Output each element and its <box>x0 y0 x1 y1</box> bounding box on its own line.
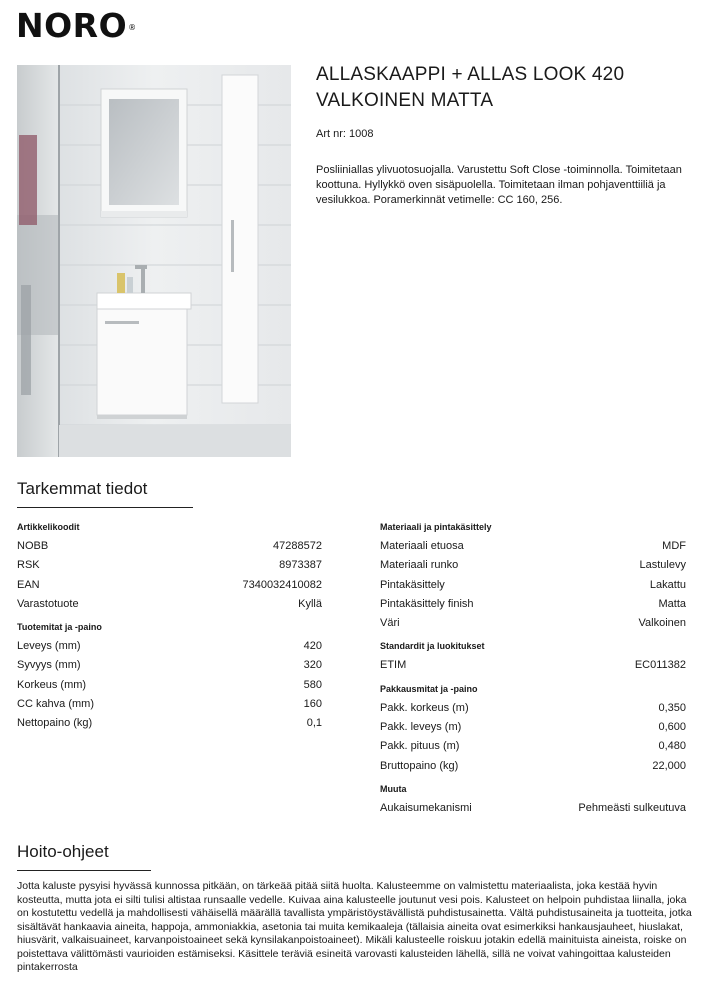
care-heading-underline <box>17 870 151 871</box>
spec-label: Väri <box>380 617 400 630</box>
spec-value: Matta <box>658 597 686 610</box>
spec-group-title: Tuotemitat ja -paino <box>17 622 102 633</box>
details-heading-underline <box>17 507 193 508</box>
spec-group-material <box>380 518 686 633</box>
spec-group-title: Pakkausmitat ja -paino <box>380 683 478 694</box>
spec-label: Pakk. leveys (m) <box>380 721 462 734</box>
spec-row <box>380 614 686 633</box>
spec-label: Pakk. pituus (m) <box>380 740 460 753</box>
spec-row <box>17 695 322 714</box>
spec-row <box>380 737 686 756</box>
spec-row <box>380 656 686 675</box>
spec-group-packaging <box>380 680 686 776</box>
spec-label: EAN <box>17 578 40 591</box>
spec-row <box>380 718 686 737</box>
spec-label: Leveys (mm) <box>17 640 81 653</box>
spec-row <box>17 595 322 614</box>
spec-value: MDF <box>662 540 686 552</box>
spec-value: 22,000 <box>652 759 686 772</box>
spec-group-other <box>380 780 686 818</box>
bathroom-cabinet-illustration <box>17 65 291 457</box>
spec-value: 160 <box>303 698 322 711</box>
spec-row <box>380 576 686 595</box>
spec-value: Pehmeästi sulkeutuva <box>578 801 686 814</box>
spec-value: Lakattu <box>649 578 686 591</box>
spec-value: EC011382 <box>634 659 686 672</box>
spec-row <box>17 714 322 733</box>
spec-group-standards <box>380 637 686 675</box>
spec-value: 47288572 <box>273 540 322 552</box>
spec-row <box>380 556 686 575</box>
article-number: Art nr: 1008 <box>316 128 374 140</box>
spec-value: Kyllä <box>298 597 322 610</box>
details-left-column <box>17 518 322 734</box>
spec-value: 0,350 <box>658 701 686 714</box>
spec-label: ETIM <box>380 659 407 672</box>
spec-group-dimensions <box>17 618 322 733</box>
spec-group-title: Artikkelikoodit <box>17 522 80 532</box>
spec-value: 0,480 <box>658 740 686 753</box>
spec-row <box>17 537 322 556</box>
registered-mark: ® <box>128 23 137 32</box>
spec-label: Bruttopaino (kg) <box>380 759 459 772</box>
spec-row <box>17 556 322 575</box>
spec-row <box>380 699 686 718</box>
spec-label: Aukaisumekanismi <box>380 801 472 814</box>
spec-value: 7340032410082 <box>242 578 322 591</box>
spec-group-title: Materiaali ja pintakäsittely <box>380 522 492 532</box>
spec-label: Korkeus (mm) <box>17 678 87 691</box>
spec-label: CC kahva (mm) <box>17 698 95 711</box>
care-heading: Hoito-ohjeet <box>17 842 109 861</box>
spec-value: 420 <box>303 640 322 653</box>
spec-label: Nettopaino (kg) <box>17 717 93 730</box>
spec-row <box>380 595 686 614</box>
spec-label: Pintakäsittely finish <box>380 597 474 610</box>
spec-value: Valkoinen <box>638 617 686 630</box>
spec-label: Materiaali runko <box>380 559 459 572</box>
spec-label: Pintakäsittely <box>380 578 445 591</box>
spec-label: NOBB <box>17 540 49 552</box>
spec-value: 0,600 <box>658 721 686 734</box>
spec-group-title: Muuta <box>380 783 407 794</box>
spec-row <box>17 637 322 656</box>
spec-row <box>17 676 322 695</box>
spec-value: 0,1 <box>306 717 322 730</box>
spec-value: 8973387 <box>279 559 322 572</box>
spec-row <box>17 656 322 675</box>
spec-row <box>380 757 686 776</box>
spec-value: 320 <box>303 659 322 672</box>
brand-logo <box>16 6 136 46</box>
spec-value: 580 <box>303 678 322 691</box>
product-photo <box>17 65 291 457</box>
spec-group-title: Standardit ja luokitukset <box>380 641 485 652</box>
spec-row <box>380 537 686 556</box>
product-description: Posliiniallas ylivuotosuojalla. Varustettu Soft Close -toiminnolla. Toimitetaan koottuna. Hyllykkö oven sisäpuolella. Toimitetaan ilman pohjaventtiiliä ja vesilukkoa. Poramerkinnät vetimelle: CC 160, 256. <box>316 164 682 206</box>
spec-label: Materiaali etuosa <box>380 540 464 552</box>
product-title: ALLASKAAPPI + ALLAS LOOK 420 VALKOINEN MATTA <box>316 64 625 111</box>
details-right-column <box>380 518 686 818</box>
spec-label: RSK <box>17 559 40 572</box>
spec-value: Lastulevy <box>639 559 686 572</box>
spec-label: Syvyys (mm) <box>17 659 81 672</box>
care-instructions-text: Jotta kaluste pysyisi hyvässä kunnossa pitkään, on tärkeää pitää siitä huolta. Kalusteemme on valmistettu materiaalista, joka kestää hyvin kosteutta, mutta jota ei silti tulisi altistaa runsaalle vedelle. Kuivaa aina kalusteelle joutunut vesi pois. Kalusteet on helpoin puhdistaa liinalla, joka on kostutettu vedellä ja mahdollisesti vähäisellä määrällä tavallista ympäristöystävällistä puhdistusainetta. Vältä puhdistusaineita ja tuotteita, jotka sisältävät hankaavia aineita, happoja, ammoniakkia, asetonia tai muita kemikaaleja (tällaisia aineita ovat esimerkiksi hankausjauheet, hiuslakat, hiusvärit, valkaisuaineet, karvanpoistoaineet sekä kynsilakanpoistoaineet). Mikäli kalusteelle roiskuu jotakin edellä mainituista aineista, roiske on poistettava välittömästi vaurioiden estämiseksi. Käsittele teräviä esineitä varovasti kalusteiden lähellä, sillä ne voivat vahingoittaa kalusteiden pintakerrosta <box>17 880 692 973</box>
spec-row <box>17 576 322 595</box>
spec-label: Varastotuote <box>17 597 79 610</box>
spec-group-article-codes <box>17 518 322 614</box>
details-heading: Tarkemmat tiedot <box>17 479 148 498</box>
spec-row <box>380 799 686 818</box>
logo-text: NORO <box>16 6 128 45</box>
spec-label: Pakk. korkeus (m) <box>380 701 469 714</box>
